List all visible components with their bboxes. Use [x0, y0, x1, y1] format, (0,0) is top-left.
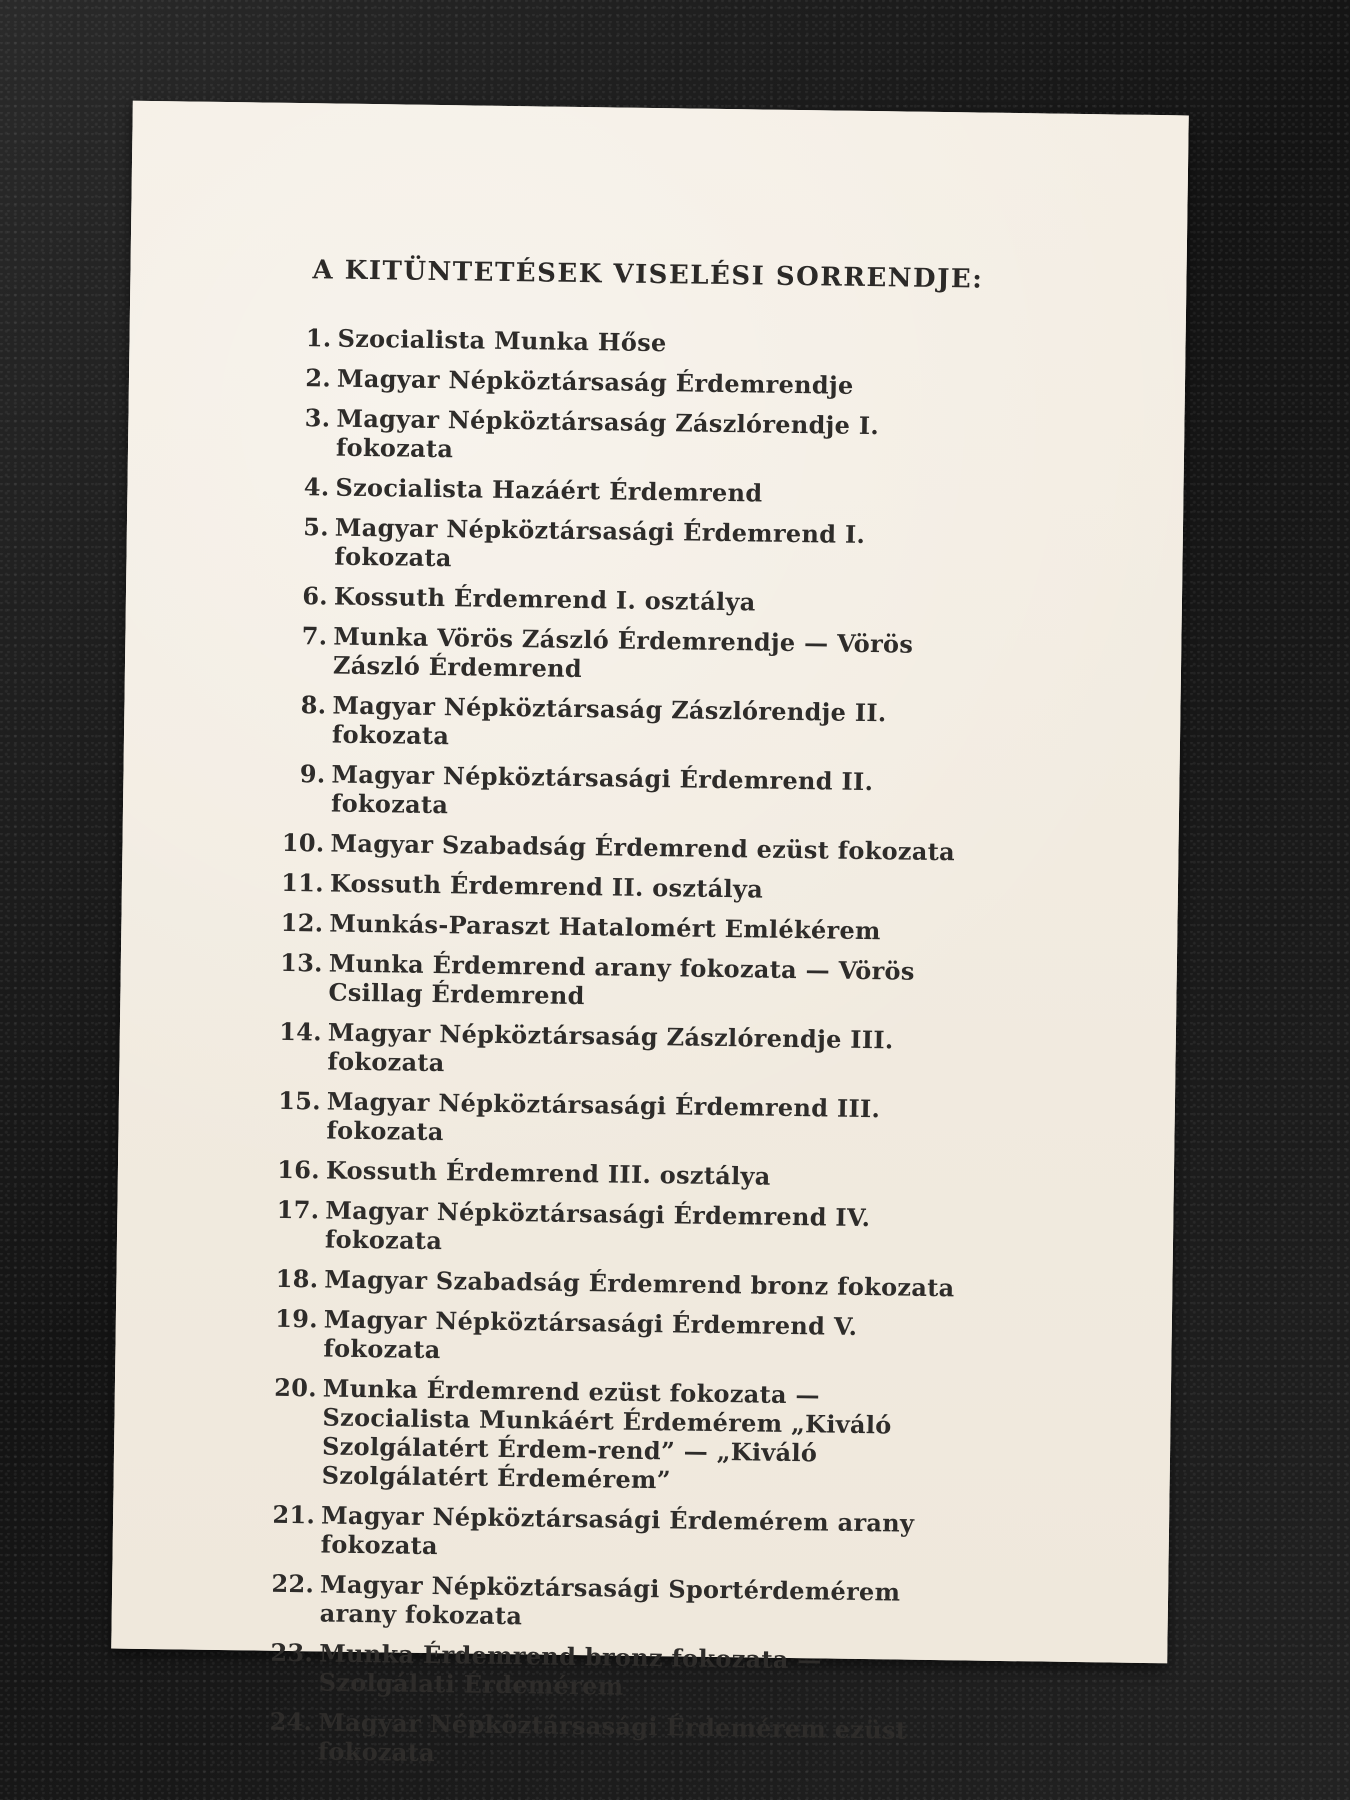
list-item: [275, 1263, 966, 1303]
list-item: [271, 1568, 963, 1636]
list-item: [299, 363, 979, 401]
item-text: Magyar Szabadság Érdemrend bronz fokozata: [324, 1264, 955, 1303]
item-text: Magyar Szabadság Érdemrend ezüst fokozata: [330, 828, 956, 867]
item-text: Magyar Népköztársaság Zászlórendje III. fokozata: [327, 1017, 894, 1078]
item-text: Magyar Népköztársaság Érdemrendje: [336, 363, 854, 400]
list-item: [297, 472, 977, 510]
list-item: [281, 867, 972, 906]
list-item: [270, 1637, 962, 1705]
item-number: 16.: [277, 1154, 321, 1185]
list-item: [269, 1706, 961, 1774]
item-number: 8.: [300, 690, 327, 720]
item-text: Magyar Népköztársasági Érdemrend II. fokozata: [330, 759, 874, 820]
item-number: 1.: [305, 323, 332, 353]
item-number: 14.: [279, 1016, 323, 1047]
list-item: [277, 1154, 968, 1193]
item-text: Magyar Népköztársasági Sportérdemérem arany fokozata: [319, 1569, 901, 1631]
item-text: Kossuth Érdemrend II. osztálya: [329, 868, 764, 904]
item-text: Magyar Népköztársasági Érdemrend III. fokozata: [326, 1086, 881, 1147]
item-number: 12.: [280, 907, 324, 938]
item-text: Szocialista Munka Hőse: [337, 323, 667, 358]
item-number: 23.: [270, 1637, 314, 1668]
list-item: [278, 1085, 969, 1153]
list-item: [293, 759, 974, 826]
item-text: Magyar Népköztársasági Érdemrend V. fokozata: [323, 1304, 858, 1365]
list-item: [296, 581, 976, 619]
item-text: Magyar Népköztársasági Érdemérem arany fokozata: [320, 1500, 915, 1561]
card-title: A KITÜNTETÉSEK VISELÉSI SORRENDJE:: [312, 255, 984, 295]
item-number: 6.: [302, 581, 329, 611]
item-text: Magyar Népköztársasági Érdemérem ezüst fokozata: [317, 1707, 908, 1768]
decoration-order-list: [269, 323, 979, 1785]
list-item: [295, 621, 976, 688]
list-item: [298, 403, 979, 470]
item-number: 2.: [305, 363, 332, 393]
list-item: [299, 323, 979, 361]
list-item: [280, 907, 971, 946]
list-item: [279, 947, 971, 1015]
list-item: [274, 1372, 965, 1498]
item-number: 17.: [276, 1194, 320, 1225]
item-number: 15.: [278, 1085, 322, 1116]
item-text: Magyar Népköztársasági Érdemrend I. fokozata: [334, 512, 866, 573]
item-number: 4.: [303, 472, 330, 502]
list-item: [275, 1303, 966, 1371]
item-text: Magyar Népköztársaság Zászlórendje I. fokozata: [335, 403, 880, 464]
item-number: 20.: [274, 1372, 318, 1403]
item-text: Szocialista Hazáért Érdemrend: [335, 472, 763, 508]
item-number: 5.: [303, 512, 330, 542]
item-number: 9.: [299, 759, 326, 789]
list-item: [294, 690, 975, 757]
item-text: Munka Érdemrend ezüst fokozata — Szocialista Munkáért Érdemérem „Kiváló Szolgálatért Érdem-rend” — „Kiváló Szolgálatért Érdemérem”: [321, 1373, 892, 1495]
item-number: 3.: [304, 403, 331, 433]
item-number: 22.: [271, 1568, 315, 1599]
item-number: 19.: [275, 1303, 319, 1334]
list-item: [272, 1499, 964, 1567]
list-item: [276, 1194, 968, 1262]
item-text: Kossuth Érdemrend I. osztálya: [333, 581, 756, 617]
item-number: 13.: [279, 947, 324, 978]
list-item: [296, 512, 977, 579]
item-text: Kossuth Érdemrend III. osztálya: [325, 1155, 771, 1191]
item-text: Munka Vörös Zászló Érdemrendje — Vörös Zászló Érdemrend: [332, 621, 914, 684]
item-text: Magyar Népköztársasági Érdemrend IV. fokozata: [324, 1195, 871, 1256]
item-text: Magyar Népköztársaság Zászlórendje II. fokozata: [331, 690, 887, 751]
item-text: Munka Érdemrend arany fokozata — Vörös Csillag Érdemrend: [328, 948, 915, 1011]
list-item: [279, 1016, 970, 1084]
item-text: Munka Érdemrend bronz fokozata — Szolgálati Érdemérem: [318, 1638, 822, 1701]
item-number: 7.: [301, 621, 328, 651]
item-number: 10.: [281, 827, 325, 858]
item-number: 11.: [281, 867, 325, 898]
item-number: 18.: [275, 1263, 319, 1294]
list-item: [281, 827, 972, 867]
item-text: Munkás-Paraszt Hatalomért Emlékérem: [329, 908, 881, 946]
item-number: 21.: [272, 1499, 316, 1530]
item-number: 24.: [269, 1706, 313, 1737]
printed-card: [111, 101, 1189, 1768]
